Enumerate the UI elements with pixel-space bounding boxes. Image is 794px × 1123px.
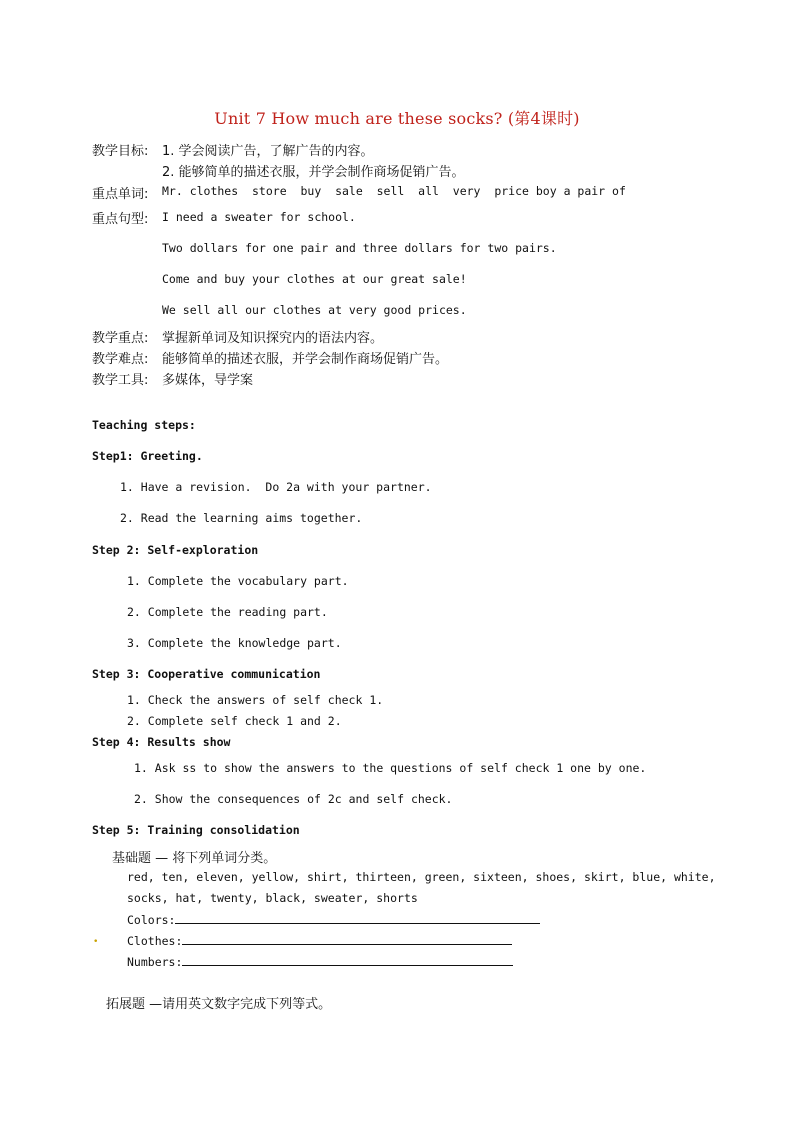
step3-item: 2. Complete self check 1 and 2. [127,714,342,728]
numbers-label: Numbers: [127,955,183,969]
tools-text: 多媒体，导学案 [162,373,254,388]
step1-item: 2. Read the learning aims together. [120,511,363,525]
step2-item: 1. Complete the vocabulary part. [127,574,349,588]
key-sentence: Come and buy your clothes at our great sale! [162,272,467,286]
step4-item: 2. Show the consequences of 2c and self check. [134,792,453,806]
difficulty-text: 能够简单的描述衣服，并学会制作商场促销广告。 [162,352,449,367]
focus-label: 教学重点: [92,331,149,346]
colors-answer-line[interactable] [175,912,540,924]
step1-item: 1. Have a revision. Do 2a with your partner. [120,480,432,494]
clothes-answer-line[interactable] [182,933,512,945]
clothes-label: Clothes: [127,934,183,948]
key-sentence: I need a sweater for school. [162,210,356,224]
objective-item: 2. 能够简单的描述衣服，并学会制作商场促销广告。 [162,165,465,180]
step4-heading: Step 4: Results show [92,735,231,749]
clothes-row [127,933,512,948]
key-sentences-label: 重点句型: [92,212,149,227]
colors-row [127,912,540,927]
teaching-steps-heading: Teaching steps: [92,418,196,432]
tools-label: 教学工具: [92,373,149,388]
step3-heading: Step 3: Cooperative communication [92,667,321,681]
objective-item: 1. 学会阅读广告，了解广告的内容。 [162,144,374,159]
step2-heading: Step 2: Self-exploration [92,543,259,557]
key-words-label: 重点单词: [92,187,149,202]
page-title: Unit 7 How much are these socks? (第4课时) [214,109,580,128]
extension-exercise-label: 拓展题 —请用英文数字完成下列等式。 [106,997,332,1012]
word-list-line: socks, hat, twenty, black, sweater, shorts [127,891,418,905]
key-words-text: Mr. clothes store buy sale sell all very price boy a pair of [162,184,626,198]
basic-exercise-label: 基础题 — 将下列单词分类。 [112,851,277,866]
step3-item: 1. Check the answers of self check 1. [127,693,384,707]
speck-mark: • [93,937,99,947]
difficulty-label: 教学难点: [92,352,149,367]
colors-label: Colors: [127,913,176,927]
step4-item: 1. Ask ss to show the answers to the questions of self check 1 one by one. [134,761,647,775]
objectives-label: 教学目标: [92,144,149,159]
key-sentence: Two dollars for one pair and three dollars for two pairs. [162,241,557,255]
numbers-row [127,954,513,969]
step1-heading: Step1: Greeting. [92,449,203,463]
focus-text: 掌握新单词及知识探究内的语法内容。 [162,331,384,346]
step2-item: 2. Complete the reading part. [127,605,328,619]
word-list-line: red, ten, eleven, yellow, shirt, thirteen, green, sixteen, shoes, skirt, blue, white, [127,870,716,884]
numbers-answer-line[interactable] [182,954,513,966]
step5-heading: Step 5: Training consolidation [92,823,300,837]
step2-item: 3. Complete the knowledge part. [127,636,342,650]
key-sentence: We sell all our clothes at very good prices. [162,303,467,317]
